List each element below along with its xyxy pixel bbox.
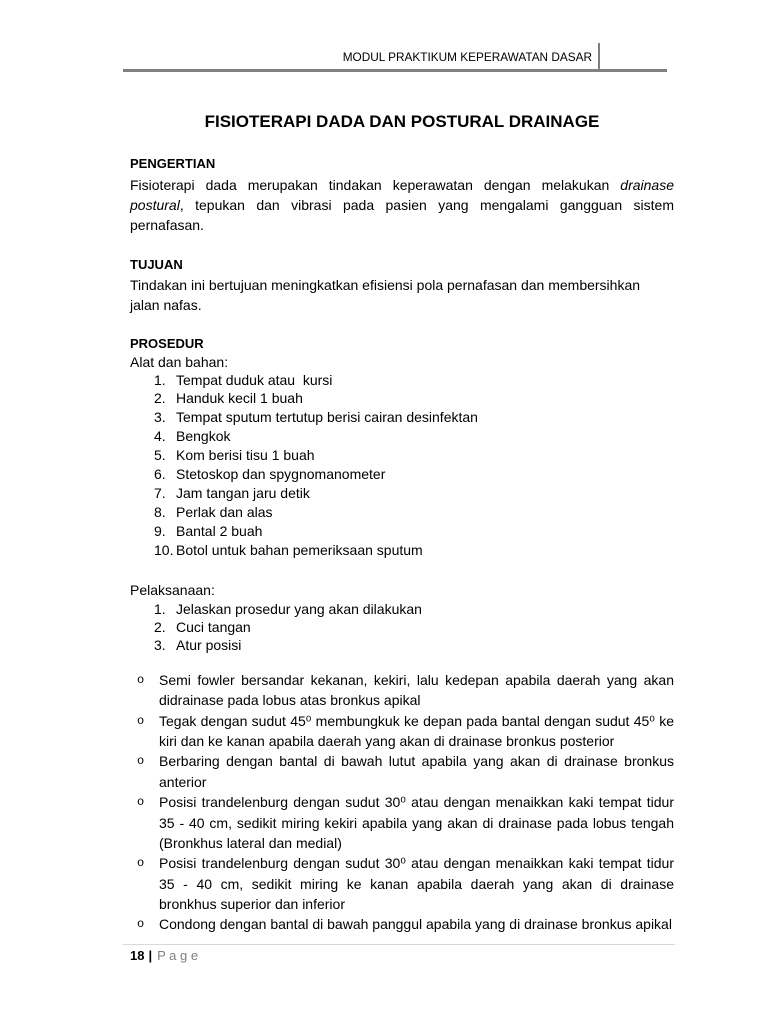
bullet-line: 35 - 40 cm, sedikit miring kekiri apabila yang akan di drainase pada lobus tengah: [159, 814, 674, 831]
section-heading-tujuan: TUJUAN: [130, 257, 183, 272]
list-item-text: Bengkok: [176, 428, 231, 445]
list-number: 4.: [154, 428, 166, 445]
bullet-marker: o: [137, 754, 145, 769]
list-item-text: Botol untuk bahan pemeriksaan sputum: [176, 541, 423, 558]
list-item: [130, 618, 674, 636]
list-number: 2.: [154, 390, 166, 407]
pengertian-italic-term: drainase: [620, 177, 674, 193]
bullet-line: Berbaring dengan bantal di bawah lutut apabila yang akan di drainase bronkus: [159, 753, 674, 770]
bullet-marker: o: [137, 672, 145, 687]
header-vertical-divider: [598, 43, 600, 70]
pengertian-text: , tepukan dan vibrasi pada pasien yang mengalami gangguan sistem: [179, 197, 674, 213]
bullet-line: bronkhus superior dan inferior: [159, 896, 345, 913]
tujuan-line: jalan nafas.: [130, 297, 202, 313]
posisi-bullet-item: [130, 670, 674, 711]
bullet-line: didrainase pada lobus atas bronkus apikal: [159, 692, 421, 709]
header-rule: [123, 69, 667, 72]
document-title: FISIOTERAPI DADA DAN POSTURAL DRAINAGE: [204, 112, 600, 131]
bullet-marker: o: [137, 856, 145, 871]
list-item: [130, 446, 674, 465]
list-item-text: Cuci tangan: [176, 619, 251, 635]
pelaksanaan-list: [130, 600, 674, 654]
list-item: [130, 600, 674, 618]
tujuan-line: Tindakan ini bertujuan meningkatkan efisiensi pola pernafasan dan membersihkan: [130, 277, 641, 293]
bullet-line: Condong dengan bantal di bawah panggul apabila yang di drainase bronkus apikal: [159, 916, 672, 933]
pengertian-line: pernafasan.: [130, 217, 204, 233]
section-heading-pengertian: PENGERTIAN: [130, 156, 216, 171]
bullet-marker: o: [137, 795, 145, 810]
pengertian-line: [130, 195, 674, 215]
posisi-bullet-item: [130, 853, 674, 914]
pengertian-text: Fisioterapi dada merupakan tindakan keperawatan dengan melakukan: [130, 177, 621, 193]
pengertian-italic-term: postural: [130, 197, 180, 213]
list-item: [130, 541, 674, 560]
bullet-line: Posisi trandelenburg dengan sudut 30⁰ atau dengan menaikkan kaki tempat tidur: [159, 794, 674, 811]
footer-separator: |: [148, 948, 153, 963]
list-item-text: Tempat sputum tertutup berisi cairan desinfektan: [176, 409, 478, 426]
list-item-text: Perlak dan alas: [176, 503, 273, 520]
list-item-text: Bantal 2 buah: [176, 522, 263, 539]
list-item-text: Handuk kecil 1 buah: [176, 390, 303, 407]
list-item: [130, 636, 674, 654]
list-number: 3.: [154, 637, 166, 653]
list-item: [130, 503, 674, 522]
list-item-text: Kom berisi tisu 1 buah: [176, 447, 315, 464]
alat-bahan-list: [130, 371, 674, 560]
alat-bahan-label: Alat dan bahan:: [130, 354, 229, 370]
list-number: 2.: [154, 619, 166, 635]
list-item: [130, 465, 674, 484]
list-number: 5.: [154, 447, 166, 464]
bullet-line: anterior: [159, 773, 207, 790]
list-item-text: Stetoskop dan spygnomanometer: [176, 465, 386, 482]
section-heading-prosedur: PROSEDUR: [130, 336, 204, 351]
bullet-line: Tegak dengan sudut 45⁰ membungkuk ke depan pada bantal dengan sudut 45⁰ ke: [159, 712, 674, 729]
page-footer: [130, 948, 198, 964]
bullet-line: kiri dan ke kanan apabila daerah yang akan di drainase bronkus posterior: [159, 732, 615, 749]
running-header-title: MODUL PRAKTIKUM KEPERAWATAN DASAR: [342, 50, 592, 64]
posisi-bullet-list: [130, 670, 674, 935]
list-number: 3.: [154, 409, 166, 426]
page-number: 18: [130, 948, 145, 963]
list-item-text: Atur posisi: [176, 637, 242, 653]
list-number: 1.: [154, 371, 166, 388]
list-item: [130, 484, 674, 503]
list-item-text: Tempat duduk atau kursi: [176, 371, 333, 388]
bullet-marker: o: [137, 917, 145, 932]
bullet-marker: o: [137, 713, 145, 728]
bullet-line: Semi fowler bersandar kekanan, kekiri, lalu kedepan apabila daerah yang akan: [159, 671, 674, 688]
bullet-line: 35 - 40 cm, sedikit miring ke kanan apabila daerah yang akan di drainase: [159, 875, 674, 892]
list-number: 1.: [154, 601, 166, 617]
list-number: 9.: [154, 522, 166, 539]
posisi-bullet-item: [130, 792, 674, 853]
list-item: [130, 389, 674, 408]
page-label: P a g e: [157, 948, 199, 963]
list-item-text: Jam tangan jaru detik: [176, 484, 310, 501]
pengertian-line: [130, 175, 674, 195]
list-item: [130, 371, 674, 390]
list-number: 7.: [154, 484, 166, 501]
list-item: [130, 427, 674, 446]
bullet-line: (Bronkhus lateral dan medial): [159, 834, 342, 851]
posisi-bullet-item: [130, 711, 674, 752]
bullet-line: Posisi trandelenburg dengan sudut 30⁰ atau dengan menaikkan kaki tempat tidur: [159, 855, 674, 872]
list-number: 8.: [154, 503, 166, 520]
pelaksanaan-label: Pelaksanaan:: [130, 582, 215, 598]
list-item: [130, 522, 674, 541]
list-item: [130, 408, 674, 427]
posisi-bullet-item: [130, 914, 674, 934]
list-number: 10.: [154, 541, 174, 558]
list-number: 6.: [154, 465, 166, 482]
posisi-bullet-item: [130, 751, 674, 792]
footer-rule: [123, 944, 675, 945]
list-item-text: Jelaskan prosedur yang akan dilakukan: [176, 601, 422, 617]
